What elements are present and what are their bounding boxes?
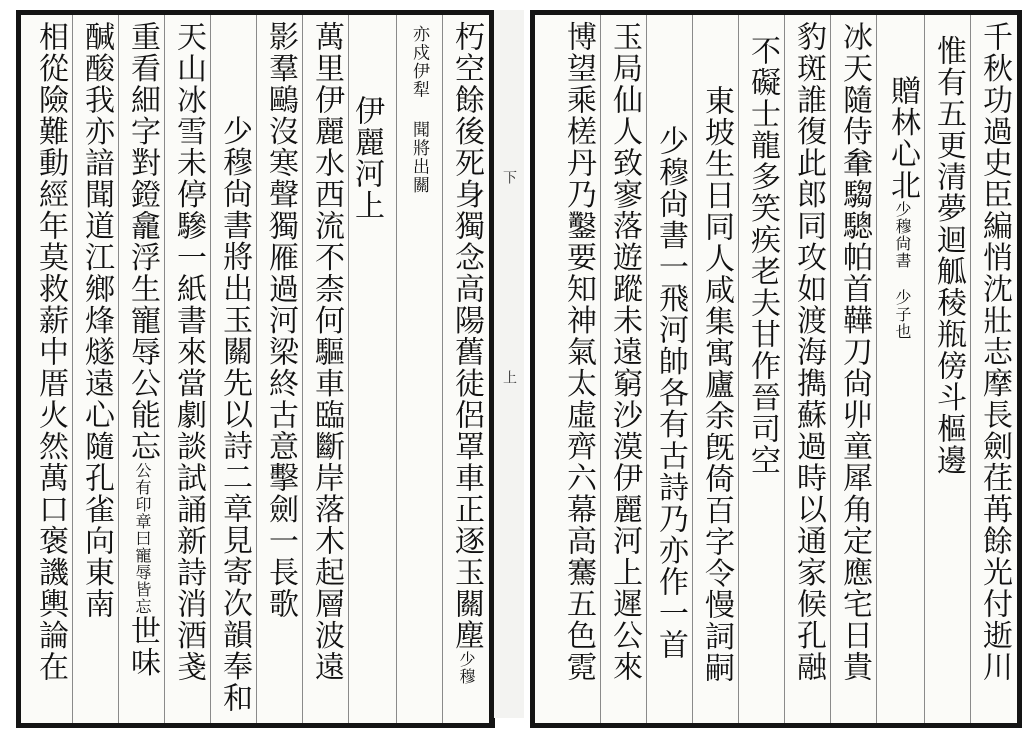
text-column: 不礙士龍多笑疾老夫甘作晉司空 xyxy=(745,35,780,476)
text-column: 豹斑誰復此郎同攻如渡海擕蘇過時以通家候孔融 xyxy=(791,21,826,683)
column-rule xyxy=(348,15,349,723)
text-column: 天山冰雪未停驂一紙書來當劇談試誦新詩消酒戔 xyxy=(171,21,206,683)
column-rule xyxy=(830,15,831,723)
annotation: 少穆尙書 少子也 xyxy=(893,201,912,340)
text-column: 萬里伊麗水西流不柰何驅車臨斷岸落木起層波遠 xyxy=(309,21,344,683)
book-gutter xyxy=(494,10,524,718)
section-title: 贈林心北少穆尙書 少子也 xyxy=(885,75,920,340)
column-rule xyxy=(924,15,925,723)
column-rule xyxy=(876,15,877,723)
margin-mark: 下 xyxy=(501,170,517,184)
column-rule xyxy=(738,15,739,723)
column-rule xyxy=(164,15,165,723)
margin-mark: 上 xyxy=(501,370,517,384)
section-title: 少穆尙書一飛河帥各有古詩乃亦作一首 xyxy=(653,125,688,661)
column-rule xyxy=(600,15,601,723)
column-rule xyxy=(302,15,303,723)
column-rule xyxy=(442,15,443,723)
right-page xyxy=(530,10,1022,728)
column-rule xyxy=(118,15,119,723)
text-column: 朽空餘後死身獨念高陽舊徒侶罩車正逐玉關塵少穆 xyxy=(449,21,484,685)
section-title: 伊麗河上 xyxy=(349,95,384,221)
text-column: 博望乘槎丹乃鑿要知神氣太虛齊六幕高騫五色霓 xyxy=(561,21,596,683)
left-page xyxy=(16,10,495,728)
column-rule xyxy=(784,15,785,723)
annotation: 公有印章曰寵辱皆忘 xyxy=(133,462,152,615)
column-rule xyxy=(396,15,397,723)
text-column: 重看細字對鐙龕浮生寵辱公能忘公有印章曰寵辱皆忘世味 xyxy=(125,21,160,678)
text-column: 千秋功過史臣編悄沈壯志摩長劍荏苒餘光付逝川 xyxy=(977,21,1012,683)
text-column: 醎酸我亦諳聞道江鄉烽燧遠心隨孔雀向東南 xyxy=(79,21,114,620)
annotation-column: 亦戍伊犁 聞將出關 xyxy=(409,25,429,195)
column-rule xyxy=(646,15,647,723)
column-rule xyxy=(970,15,971,723)
text-column: 冰天隨侍軬騶驄帕首鞾刀尙丱童犀角定應宅日貴 xyxy=(837,21,872,683)
section-title: 少穆尙書將出玉關先以詩二章見寄次韻奉和 xyxy=(217,115,252,714)
text-column: 相從險難動經年莫救薪中厝火然萬口褒譏輿論在 xyxy=(33,21,68,683)
text-column: 惟有五更清夢迴觚稜瓶傍斗樞邊 xyxy=(931,35,966,476)
column-rule xyxy=(692,15,693,723)
section-title: 東坡生日同人咸集寓廬余旣倚百字令慢詞嗣 xyxy=(699,85,734,684)
column-rule xyxy=(210,15,211,723)
text-column: 影羣鷗沒寒聲獨雁過河梁終古意擊劍一長歌 xyxy=(263,21,298,620)
annotation: 少穆 xyxy=(457,651,476,685)
text-column: 玉局仙人致寥落遊蹤未遠窮沙漠伊麗河上遲公來 xyxy=(607,21,642,683)
column-rule xyxy=(72,15,73,723)
column-rule xyxy=(256,15,257,723)
